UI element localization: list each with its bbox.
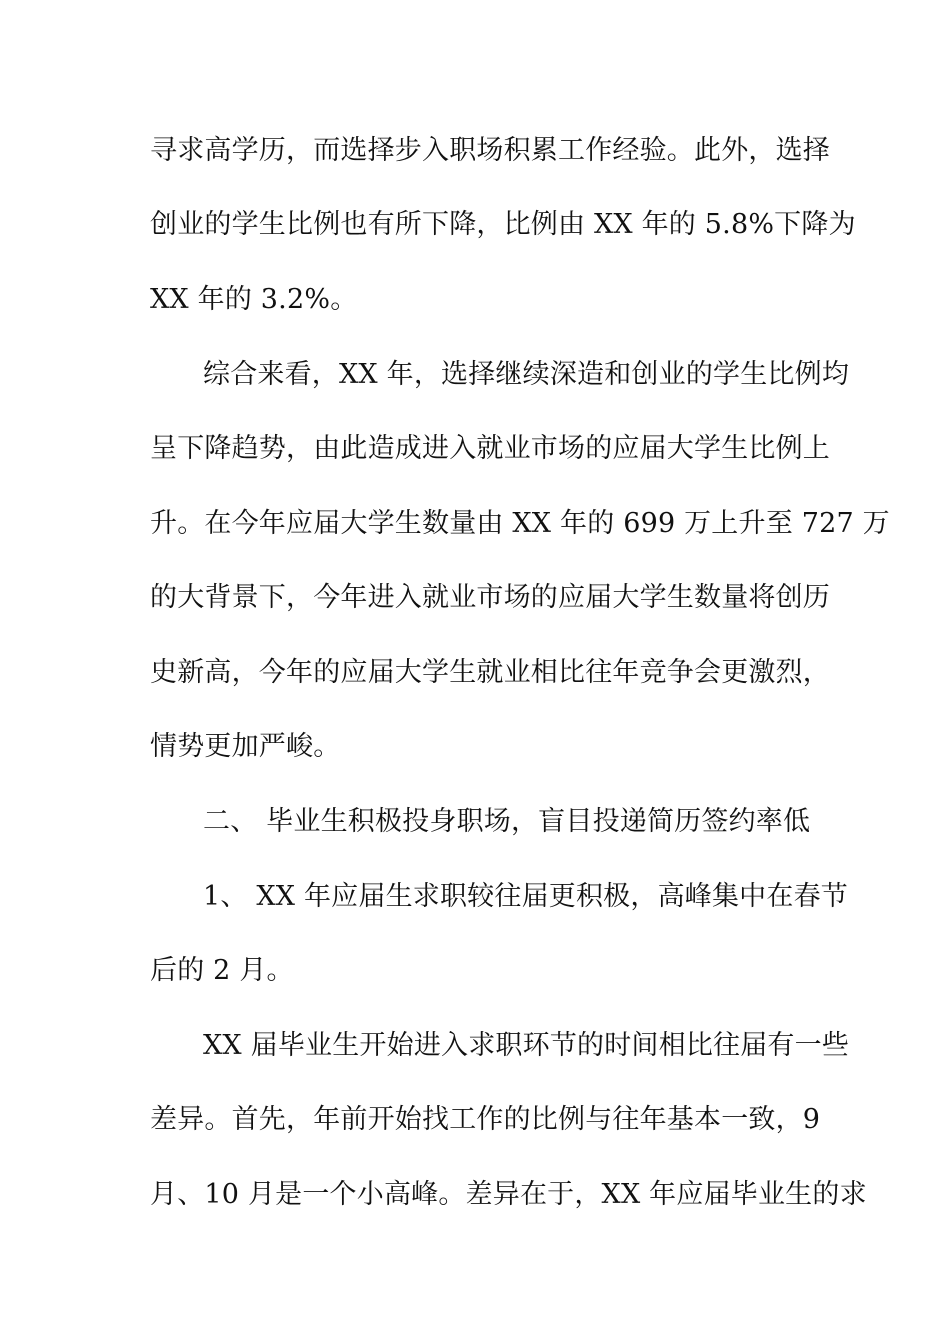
paragraph-line: XX 年的 3.2%。 bbox=[150, 284, 358, 315]
paragraph-line: 综合来看，XX 年，选择继续深造和创业的学生比例均 bbox=[203, 359, 850, 390]
subsection-heading-continuation: 后的 2 月。 bbox=[150, 955, 294, 986]
paragraph-line: 的大背景下，今年进入就业市场的应届大学生数量将创历 bbox=[150, 582, 830, 613]
paragraph-line: 升。在今年应届大学生数量由 XX 年的 699 万上升至 727 万 bbox=[150, 508, 890, 539]
subsection-heading: 1、 XX 年应届生求职较往届更积极，高峰集中在春节 bbox=[203, 881, 848, 912]
paragraph-line: 史新高，今年的应届大学生就业相比往年竞争会更激烈， bbox=[150, 657, 830, 688]
paragraph-line: 差异。首先，年前开始找工作的比例与往年基本一致，9 bbox=[150, 1104, 821, 1135]
paragraph-line: 呈下降趋势，由此造成进入就业市场的应届大学生比例上 bbox=[150, 433, 830, 464]
paragraph-line: 寻求高学历，而选择步入职场积累工作经验。此外，选择 bbox=[150, 135, 830, 166]
paragraph-line: 创业的学生比例也有所下降，比例由 XX 年的 5.8%下降为 bbox=[150, 209, 856, 240]
paragraph-line: 情势更加严峻。 bbox=[150, 731, 341, 762]
paragraph-line: XX 届毕业生开始进入求职环节的时间相比往届有一些 bbox=[203, 1030, 850, 1061]
section-heading: 二、 毕业生积极投身职场，盲目投递简历签约率低 bbox=[203, 806, 811, 837]
paragraph-line: 月、10 月是一个小高峰。差异在于，XX 年应届毕业生的求 bbox=[150, 1179, 867, 1210]
